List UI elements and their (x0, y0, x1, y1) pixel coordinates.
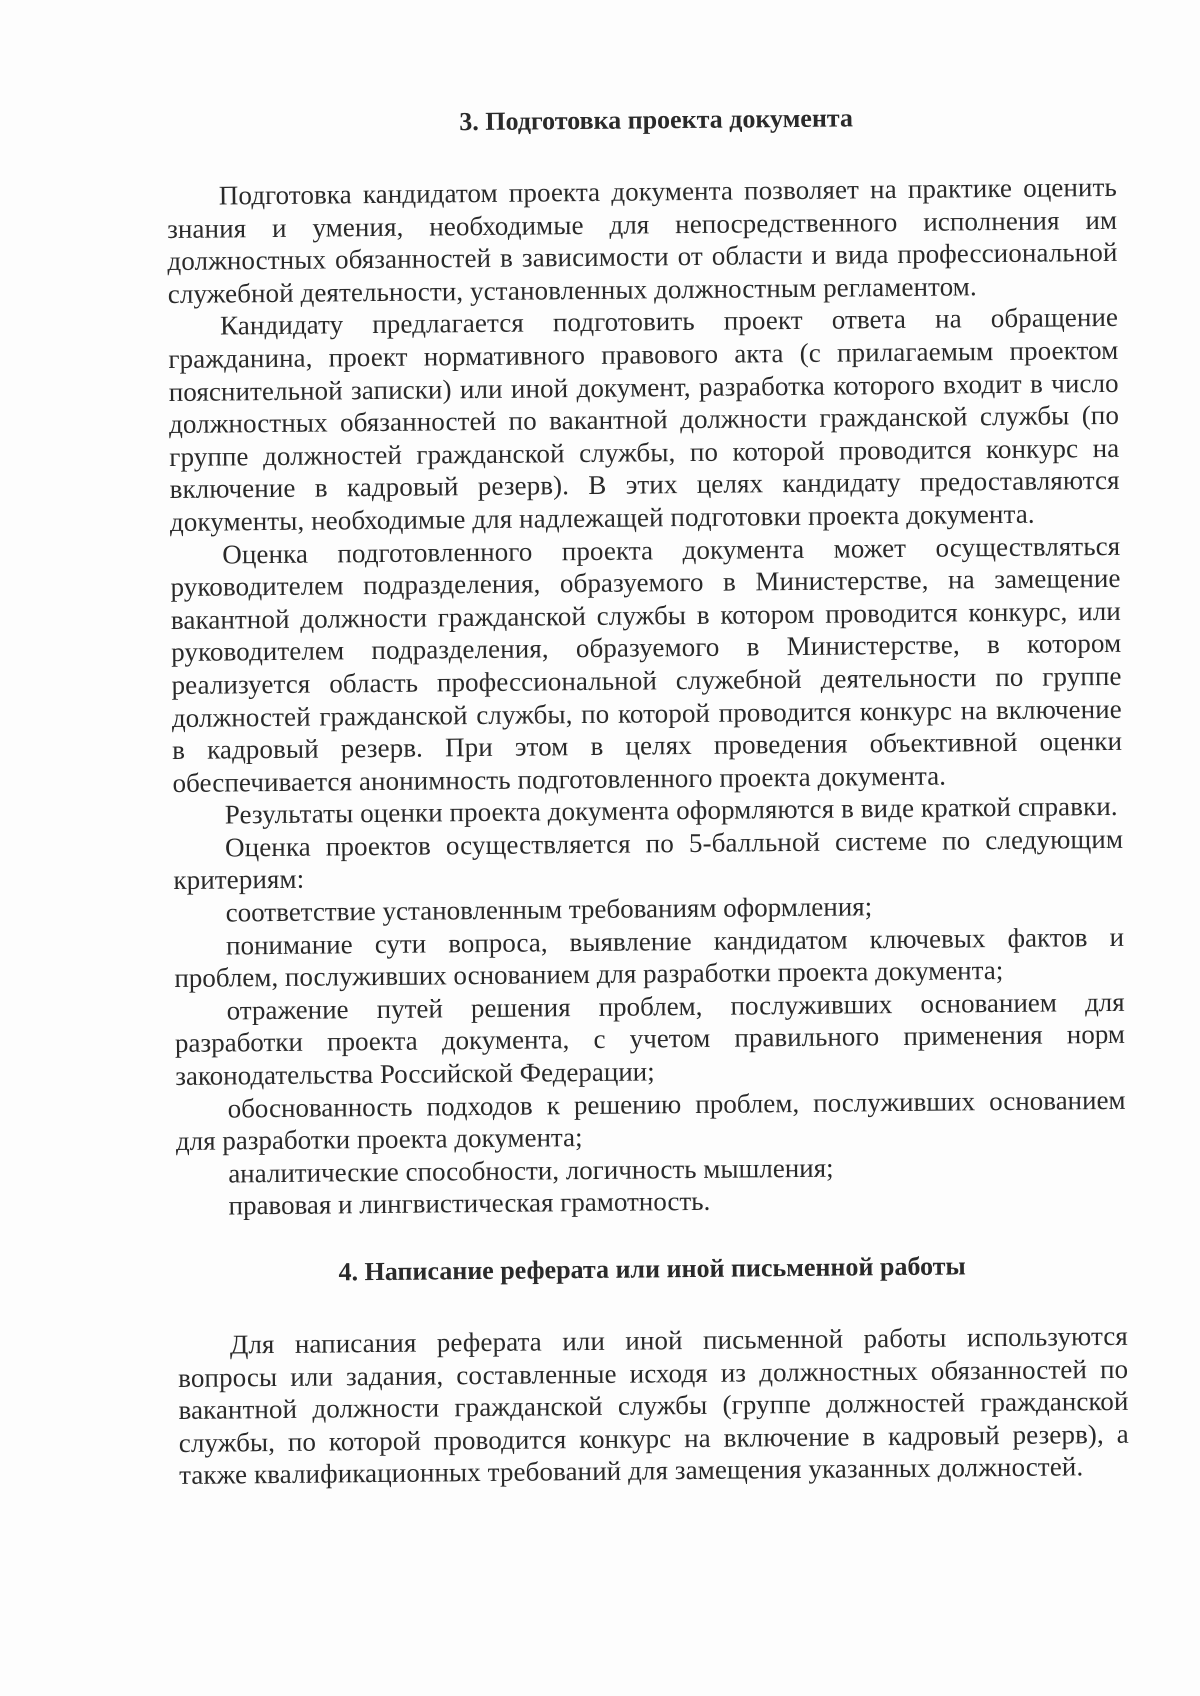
criterion-item: аналитические способности, логичность мышления; (228, 1152, 834, 1189)
section-4-paragraph-1: Для написания реферата или иной письменной работы используются вопросы или задания, составленные исходя из должностных обязанностей по вакантной должности гражданской службы (группе должностей гражданской службы, по которой проводится конкурс на включение в кадровый резерв), а также квалификационных требований для замещения указанных должностей. (178, 1320, 1129, 1491)
section-3-paragraph-2: Кандидату предлагается подготовить проект ответа на обращение гражданина, проект нормативного правового акта (с прилагаемым проектом пояснительной записки) или иной документ, разработка которого входит в число должностных обязанностей по вакантной должности гражданской службы (по группе должностей гражданской службы, по которой проводится конкурс на включение в кадровый резерв). В этих целях кандидату предоставляются документы, необходимые для надлежащей подготовки проекта документа. (168, 302, 1120, 537)
section-4-title: 4. Написание реферата или иной письменной работы (338, 1251, 966, 1287)
criterion-item: обоснованность подходов к решению проблем, послуживших основанием для разработки проекта документа; (175, 1084, 1126, 1157)
criterion-item: понимание сути вопроса, выявление кандидатом ключевых фактов и проблем, послуживших основанием для разработки проекта документа; (174, 921, 1125, 994)
section-3-paragraph-5: Оценка проектов осуществляется по 5-балльной системе по следующим критериям: (173, 823, 1124, 896)
section-3-paragraph-3: Оценка подготовленного проекта документа может осуществляться руководителем подразделения, образуемого в Министерстве, на замещение вакантной должности гражданской службы в котором проводится конкурс, или руководителем подразделения, образуемого в Министерстве, в котором реализуется область профессиональной служебной деятельности по группе должностей гражданской службы, по которой проводится конкурс на включение в кадровый резерв. При этом в целях проведения объективной оценки обеспечивается анонимность подготовленного проекта документа. (170, 530, 1123, 798)
criterion-item: соответствие установленным требованиям оформления; (225, 891, 873, 928)
criterion-item: отражение путей решения проблем, послуживших основанием для разработки проекта документа, с учетом правильного применения норм законодательства Российской Федерации; (174, 986, 1126, 1091)
criterion-item: правовая и лингвистическая грамотность. (228, 1186, 711, 1221)
section-3-paragraph-4: Результаты оценки проекта документа оформляются в виде краткой справки. (224, 791, 1118, 830)
document-body (166, 99, 1129, 1492)
section-3-title: 3. Подготовка проекта документа (459, 103, 854, 137)
section-3-paragraph-1: Подготовка кандидатом проекта документа позволяет на практике оценить знания и умения, необходимые для непосредственного исполнения им должностных обязанностей в зависимости от области и вида профессиональной служебной деятельности, установленных должностным регламентом. (167, 171, 1118, 309)
